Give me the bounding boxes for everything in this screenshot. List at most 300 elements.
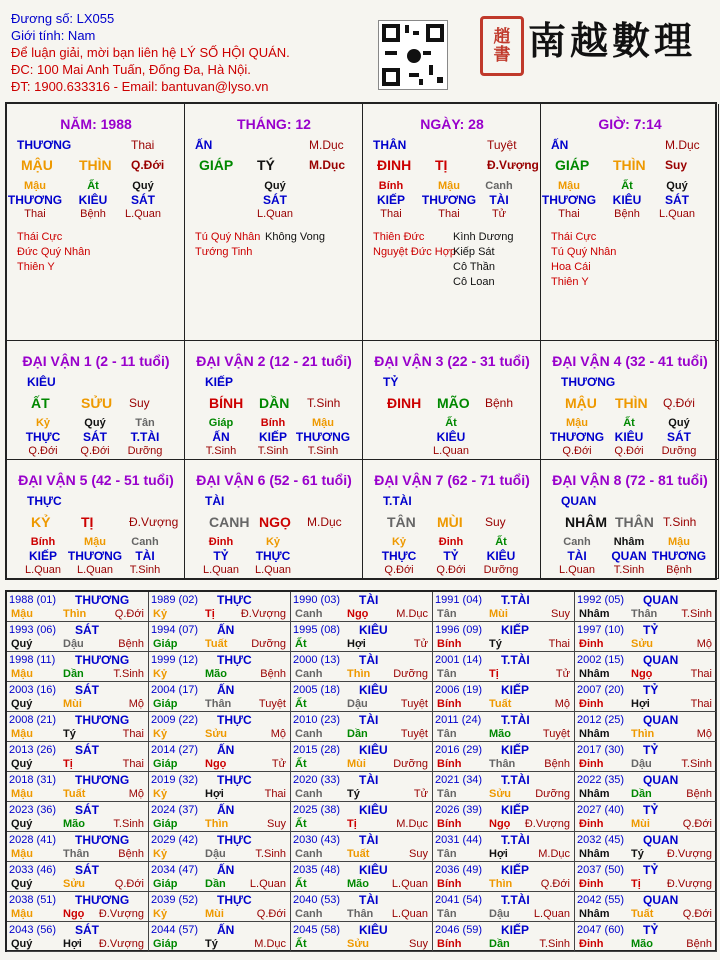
luck-hidden-god: ẤN xyxy=(212,430,230,444)
year-stage: T.Sinh xyxy=(255,848,286,860)
luck-cell xyxy=(363,460,541,579)
hidden-stage: Bệnh xyxy=(614,208,640,220)
year-stem: Bính xyxy=(437,758,462,770)
year-cell xyxy=(433,592,575,622)
year-branch: Ngọ xyxy=(63,908,85,920)
luck-hidden-god: THƯƠNG xyxy=(651,549,707,563)
year-branch: Tý xyxy=(205,938,218,950)
luck-hidden-stage: Q.Đới xyxy=(28,445,58,457)
branch-stage: Suy xyxy=(665,158,688,172)
year-stage: Dưỡng xyxy=(393,668,428,680)
pillar-cell xyxy=(541,104,719,341)
hidden-god: KIÊU xyxy=(612,193,642,207)
year-label: 2009 (22) xyxy=(151,714,199,726)
luck-hidden-stem: Ất xyxy=(445,417,457,429)
year-branch: Tị xyxy=(205,608,215,620)
year-stem: Ất xyxy=(295,938,307,950)
year-god: QUAN xyxy=(643,833,679,847)
luck-branch-stage: Bệnh xyxy=(485,396,514,410)
luck-hidden-stage: Q.Đới xyxy=(80,445,110,457)
hidden-god: SÁT xyxy=(665,193,689,207)
luck-hidden-stage: T.Sinh xyxy=(129,564,161,576)
year-branch: Hợi xyxy=(347,638,366,650)
year-label: 2043 (56) xyxy=(9,924,57,936)
luck-title: ĐẠI VẬN 6 (52 - 61 tuổi) xyxy=(196,472,352,488)
luck-cell xyxy=(7,341,185,460)
luck-branch-stage: Suy xyxy=(485,515,506,529)
luck-branch: NGỌ xyxy=(259,514,291,530)
year-stage: Mộ xyxy=(696,728,712,740)
star-left: Thái Cực xyxy=(551,231,597,243)
year-branch: Mùi xyxy=(205,908,224,920)
year-stage: L.Quan xyxy=(391,908,428,920)
year-stem: Canh xyxy=(295,728,323,740)
year-cell xyxy=(291,862,433,892)
year-cell xyxy=(7,712,149,742)
year-cell xyxy=(149,592,291,622)
year-god: KIẾP xyxy=(501,743,530,757)
luck-hidden-god: KIẾP xyxy=(258,430,287,444)
year-cell xyxy=(433,862,575,892)
year-label: 1999 (12) xyxy=(151,654,199,666)
year-cell xyxy=(7,622,149,652)
luck-hidden-god: KIẾP xyxy=(28,549,57,563)
year-branch: Ngọ xyxy=(205,758,227,770)
year-cell xyxy=(575,622,717,652)
phone-email-line: ĐT: 1900.633316 - Email: bantuvan@lyso.vn xyxy=(11,79,269,94)
year-cell xyxy=(291,832,433,862)
luck-hidden-stage: Q.Đới xyxy=(614,445,644,457)
luck-hidden-stage: L.Quan xyxy=(202,564,240,576)
year-label: 2029 (42) xyxy=(151,834,199,846)
year-stem: Giáp xyxy=(153,758,178,770)
year-stage: Mộ xyxy=(696,638,712,650)
year-cell xyxy=(433,742,575,772)
year-cell xyxy=(575,772,717,802)
year-stage: Mộ xyxy=(270,728,286,740)
luck-cell xyxy=(185,341,363,460)
year-label: 2013 (26) xyxy=(9,744,57,756)
hidden-stem: Quý xyxy=(666,180,688,192)
year-god: THỰC xyxy=(217,833,252,847)
year-label: 2040 (53) xyxy=(293,894,341,906)
year-branch: Mùi xyxy=(631,818,650,830)
seal-stamp-icon xyxy=(480,16,524,76)
year-label: 2000 (13) xyxy=(293,654,341,666)
year-stage: Thai xyxy=(264,788,286,800)
year-label: 2044 (57) xyxy=(151,924,199,936)
year-stage: Q.Đới xyxy=(256,908,286,920)
luck-god: TỶ xyxy=(383,375,399,389)
year-stage: T.Sinh xyxy=(681,608,712,620)
year-god: ẤN xyxy=(217,923,235,937)
luck-hidden-stage: T.Sinh xyxy=(205,445,237,457)
year-label: 2038 (51) xyxy=(9,894,57,906)
branch-main: THÌN xyxy=(79,157,112,173)
star-left: Thái Cực xyxy=(17,231,63,243)
year-stage: Dưỡng xyxy=(535,788,570,800)
luck-title: ĐẠI VẬN 7 (62 - 71 tuổi) xyxy=(374,472,530,488)
luck-hidden-stem: Ất xyxy=(623,417,635,429)
stage-top: M.Dục xyxy=(309,138,344,152)
luck-stem: KỶ xyxy=(31,514,51,530)
star-left: Thiên Đức xyxy=(373,231,425,243)
year-cell xyxy=(7,652,149,682)
year-stage: Đ.Vượng xyxy=(240,608,286,620)
year-cell xyxy=(291,892,433,922)
year-god: TÀI xyxy=(359,893,379,907)
year-god: T.TÀI xyxy=(501,773,530,787)
luck-hidden-god: THƯƠNG xyxy=(549,430,605,444)
year-god: T.TÀI xyxy=(501,593,530,607)
pillar-title: NĂM: 1988 xyxy=(60,116,132,132)
year-god: T.TÀI xyxy=(501,893,530,907)
branch-stage: Đ.Vượng xyxy=(487,158,539,172)
year-stage: Thai xyxy=(690,698,712,710)
year-stage: Đ.Vượng xyxy=(98,908,144,920)
year-god: KIÊU xyxy=(359,683,388,697)
year-god: TỶ xyxy=(643,743,659,757)
year-stem: Đinh xyxy=(579,938,604,950)
year-cell xyxy=(575,862,717,892)
hidden-god: KIẾP xyxy=(376,193,405,207)
year-stage: Tuyệt xyxy=(258,698,286,710)
year-god: ẤN xyxy=(217,623,235,637)
year-label: 2039 (52) xyxy=(151,894,199,906)
year-cell xyxy=(7,892,149,922)
year-label: 2016 (29) xyxy=(435,744,483,756)
year-stem: Quý xyxy=(11,938,33,950)
year-stem: Kỷ xyxy=(153,908,168,920)
year-cell xyxy=(575,742,717,772)
year-label: 2019 (32) xyxy=(151,774,199,786)
year-branch: Dần xyxy=(205,878,226,890)
year-branch: Sửu xyxy=(63,878,86,890)
stem-main: MẬU xyxy=(21,157,53,173)
year-god: QUAN xyxy=(643,893,679,907)
year-label: 2041 (54) xyxy=(435,894,483,906)
star-right: Cô Thần xyxy=(453,261,495,273)
branch-stage: Q.Đới xyxy=(131,158,165,172)
year-label: 2008 (21) xyxy=(9,714,57,726)
year-stage: Đ.Vượng xyxy=(666,878,712,890)
year-branch: Dần xyxy=(63,668,84,680)
year-stem: Giáp xyxy=(153,818,178,830)
hidden-stem: Bính xyxy=(378,180,404,192)
luck-branch: THÌN xyxy=(615,395,648,411)
branch-stage: M.Dục xyxy=(309,158,345,172)
hidden-stem: Quý xyxy=(132,180,154,192)
year-god: TỶ xyxy=(643,923,659,937)
star-right: Không Vong xyxy=(265,231,325,243)
year-cell xyxy=(291,592,433,622)
year-god: TÀI xyxy=(359,593,379,607)
year-label: 2045 (58) xyxy=(293,924,341,936)
branch-main: TỊ xyxy=(435,157,448,173)
year-stem: Ất xyxy=(295,878,307,890)
year-stem: Quý xyxy=(11,758,33,770)
year-label: 2007 (20) xyxy=(577,684,625,696)
year-stage: Tuyệt xyxy=(400,698,428,710)
year-god: QUAN xyxy=(643,713,679,727)
year-cell xyxy=(149,652,291,682)
year-stem: Canh xyxy=(295,848,323,860)
year-label: 2001 (14) xyxy=(435,654,483,666)
luck-cell xyxy=(541,341,719,460)
year-branch: Dậu xyxy=(489,908,510,920)
year-branch: Hợi xyxy=(489,848,508,860)
year-cell xyxy=(7,832,149,862)
year-stage: T.Sinh xyxy=(539,938,570,950)
year-god: THỰC xyxy=(217,713,252,727)
year-branch: Dậu xyxy=(205,848,226,860)
luck-hidden-god: TỶ xyxy=(213,549,229,563)
star-left: Tú Quý Nhân xyxy=(551,246,617,258)
year-god: KIÊU xyxy=(359,743,388,757)
year-branch: Thân xyxy=(631,608,658,620)
year-god: T.TÀI xyxy=(501,833,530,847)
stage-top: M.Dục xyxy=(665,138,700,152)
year-label: 2036 (49) xyxy=(435,864,483,876)
luck-hidden-stage: Q.Đới xyxy=(436,564,466,576)
year-label: 2017 (30) xyxy=(577,744,625,756)
luck-title: ĐẠI VẬN 3 (22 - 31 tuổi) xyxy=(374,353,530,369)
year-god: ẤN xyxy=(217,683,235,697)
stem-main: ĐINH xyxy=(377,157,412,173)
year-stem: Bính xyxy=(437,638,462,650)
year-stem: Mậu xyxy=(11,668,33,680)
year-god: ẤN xyxy=(217,863,235,877)
luck-hidden-god: KIÊU xyxy=(614,430,644,444)
star-left: Hoa Cái xyxy=(551,261,591,273)
year-label: 1991 (04) xyxy=(435,594,483,606)
year-stem: Kỷ xyxy=(153,668,168,680)
luck-hidden-stage: Dưỡng xyxy=(127,445,163,457)
year-god: TỶ xyxy=(643,623,659,637)
year-stem: Tân xyxy=(437,788,457,800)
year-cell xyxy=(7,772,149,802)
year-stem: Kỷ xyxy=(153,788,168,800)
year-cell xyxy=(7,862,149,892)
qr-code-icon xyxy=(378,20,448,90)
year-stem: Bính xyxy=(437,878,462,890)
year-stage: Suy xyxy=(267,818,286,830)
year-god: THƯƠNG xyxy=(75,773,130,787)
chart-grid xyxy=(5,102,717,580)
year-cell xyxy=(291,682,433,712)
year-label: 2023 (36) xyxy=(9,804,57,816)
year-god: THƯƠNG xyxy=(75,713,130,727)
year-stage: Đ.Vượng xyxy=(666,848,712,860)
year-cell xyxy=(575,832,717,862)
seal-char: 書 xyxy=(493,45,511,64)
year-god: QUAN xyxy=(643,593,679,607)
year-stem: Ất xyxy=(295,818,307,830)
star-right: Kiếp Sát xyxy=(453,246,495,258)
star-left: Tướng Tinh xyxy=(195,246,253,258)
year-label: 2047 (60) xyxy=(577,924,625,936)
year-cell xyxy=(7,742,149,772)
year-stem: Tân xyxy=(437,848,457,860)
year-label: 2034 (47) xyxy=(151,864,199,876)
luck-hidden-stage: T.Sinh xyxy=(613,564,645,576)
luck-hidden-stem: Giáp xyxy=(208,417,234,429)
seal-char: 趙 xyxy=(493,27,511,46)
pillar-cell xyxy=(185,104,363,341)
year-cell xyxy=(291,712,433,742)
stem-main: GIÁP xyxy=(199,157,234,173)
year-stem: Kỷ xyxy=(153,728,168,740)
year-god: TỶ xyxy=(643,683,659,697)
year-god: KIẾP xyxy=(501,923,530,937)
year-stage: L.Quan xyxy=(249,878,286,890)
year-god: SÁT xyxy=(75,623,99,637)
year-stage: T.Sinh xyxy=(681,758,712,770)
year-cell xyxy=(433,622,575,652)
year-cell xyxy=(575,652,717,682)
year-cell xyxy=(149,742,291,772)
year-god: KIẾP xyxy=(501,863,530,877)
year-label: 2015 (28) xyxy=(293,744,341,756)
luck-stem: TÂN xyxy=(387,514,416,530)
year-cell xyxy=(149,832,291,862)
year-label: 1990 (03) xyxy=(293,594,341,606)
year-stage: Thai xyxy=(548,638,570,650)
year-branch: Sửu xyxy=(205,728,228,740)
year-stage: Đ.Vượng xyxy=(98,938,144,950)
year-cell xyxy=(575,712,717,742)
luck-cell xyxy=(363,341,541,460)
luck-hidden-stem: Đinh xyxy=(438,536,464,548)
year-stage: M.Dục xyxy=(538,848,570,860)
year-branch: Mão xyxy=(631,938,653,950)
luck-god: THƯƠNG xyxy=(561,375,616,389)
year-branch: Dậu xyxy=(631,758,652,770)
year-label: 2026 (39) xyxy=(435,804,483,816)
luck-branch-stage: M.Dục xyxy=(307,515,342,529)
year-branch: Sửu xyxy=(489,788,512,800)
luck-hidden-stem: Kỷ xyxy=(35,417,51,429)
year-stage: Tử xyxy=(271,758,286,770)
luck-hidden-stem: Bính xyxy=(260,417,286,429)
year-stem: Quý xyxy=(11,638,33,650)
year-branch: Mão xyxy=(63,818,85,830)
year-label: 2033 (46) xyxy=(9,864,57,876)
year-god: QUAN xyxy=(643,653,679,667)
year-stem: Nhâm xyxy=(579,728,610,740)
luck-hidden-god: THƯƠNG xyxy=(67,549,123,563)
year-stem: Giáp xyxy=(153,878,178,890)
year-label: 2037 (50) xyxy=(577,864,625,876)
year-label: 2018 (31) xyxy=(9,774,57,786)
year-cell xyxy=(149,802,291,832)
hidden-stage: L.Quan xyxy=(256,208,294,220)
year-label: 1995 (08) xyxy=(293,624,341,636)
year-label: 2012 (25) xyxy=(577,714,625,726)
luck-hidden-stem: Mậu xyxy=(668,536,690,548)
year-god: THỰC xyxy=(217,893,252,907)
year-stem: Mậu xyxy=(11,908,33,920)
luck-hidden-stem: Mậu xyxy=(84,536,106,548)
year-branch: Sửu xyxy=(631,638,654,650)
year-branch: Tuất xyxy=(489,698,512,710)
header-info xyxy=(11,10,290,95)
year-branch: Dậu xyxy=(63,638,84,650)
year-stage: Mộ xyxy=(554,698,570,710)
year-cell xyxy=(291,742,433,772)
year-god: SÁT xyxy=(75,683,99,697)
star-left: Đức Quý Nhân xyxy=(17,246,91,258)
year-branch: Tý xyxy=(489,638,502,650)
luck-cell xyxy=(185,460,363,579)
luck-hidden-god: KIÊU xyxy=(486,549,516,563)
year-stem: Nhâm xyxy=(579,788,610,800)
year-stem: Tân xyxy=(437,668,457,680)
year-label: 2004 (17) xyxy=(151,684,199,696)
year-stage: Q.Đới xyxy=(682,818,712,830)
year-branch: Dậu xyxy=(347,698,368,710)
luck-hidden-stem: Kỷ xyxy=(391,536,407,548)
luck-title: ĐẠI VẬN 4 (32 - 41 tuổi) xyxy=(552,353,708,369)
year-stage: M.Dục xyxy=(254,938,286,950)
luck-hidden-god: SÁT xyxy=(83,430,107,444)
year-cell xyxy=(291,922,433,952)
luck-branch-stage: T.Sinh xyxy=(663,515,697,529)
branch-main: TÝ xyxy=(257,157,275,173)
luck-hidden-stage: L.Quan xyxy=(432,445,470,457)
year-god: TỶ xyxy=(643,803,659,817)
year-cell xyxy=(433,802,575,832)
year-branch: Tuất xyxy=(205,638,228,650)
star-left: Tú Quý Nhân xyxy=(195,231,261,243)
luck-hidden-stem: Mậu xyxy=(312,417,334,429)
ten-god-top: THƯƠNG xyxy=(17,138,72,152)
stage-top: Tuyệt xyxy=(487,138,517,152)
year-branch: Tị xyxy=(63,758,73,770)
year-label: 2028 (41) xyxy=(9,834,57,846)
year-stage: Mộ xyxy=(128,788,144,800)
year-label: 2006 (19) xyxy=(435,684,483,696)
hidden-stem: Quý xyxy=(264,180,286,192)
year-god: TỶ xyxy=(643,863,659,877)
year-branch: Thìn xyxy=(489,878,513,890)
year-god: SÁT xyxy=(75,803,99,817)
year-branch: Tuất xyxy=(347,848,370,860)
hidden-stage: L.Quan xyxy=(658,208,696,220)
luck-stem: BÍNH xyxy=(209,395,244,411)
luck-branch: THÂN xyxy=(615,514,654,530)
hidden-god: THƯƠNG xyxy=(541,193,597,207)
year-branch: Hợi xyxy=(63,938,82,950)
year-stage: Bệnh xyxy=(118,848,144,860)
year-branch: Mùi xyxy=(489,608,508,620)
year-cell xyxy=(291,772,433,802)
year-cell xyxy=(433,712,575,742)
address-line: ĐC: 100 Mai Anh Tuấn, Đống Đa, Hà Nội. xyxy=(11,62,251,77)
hidden-stage: Bệnh xyxy=(80,208,106,220)
year-stem: Canh xyxy=(295,668,323,680)
year-god: THƯƠNG xyxy=(75,653,130,667)
year-cell xyxy=(291,652,433,682)
year-stem: Mậu xyxy=(11,608,33,620)
year-cell xyxy=(291,622,433,652)
year-stage: Bệnh xyxy=(686,938,712,950)
year-cell xyxy=(7,682,149,712)
year-branch: Dần xyxy=(631,788,652,800)
luck-title: ĐẠI VẬN 1 (2 - 11 tuổi) xyxy=(22,353,170,369)
year-label: 2022 (35) xyxy=(577,774,625,786)
year-stage: M.Dục xyxy=(396,818,428,830)
